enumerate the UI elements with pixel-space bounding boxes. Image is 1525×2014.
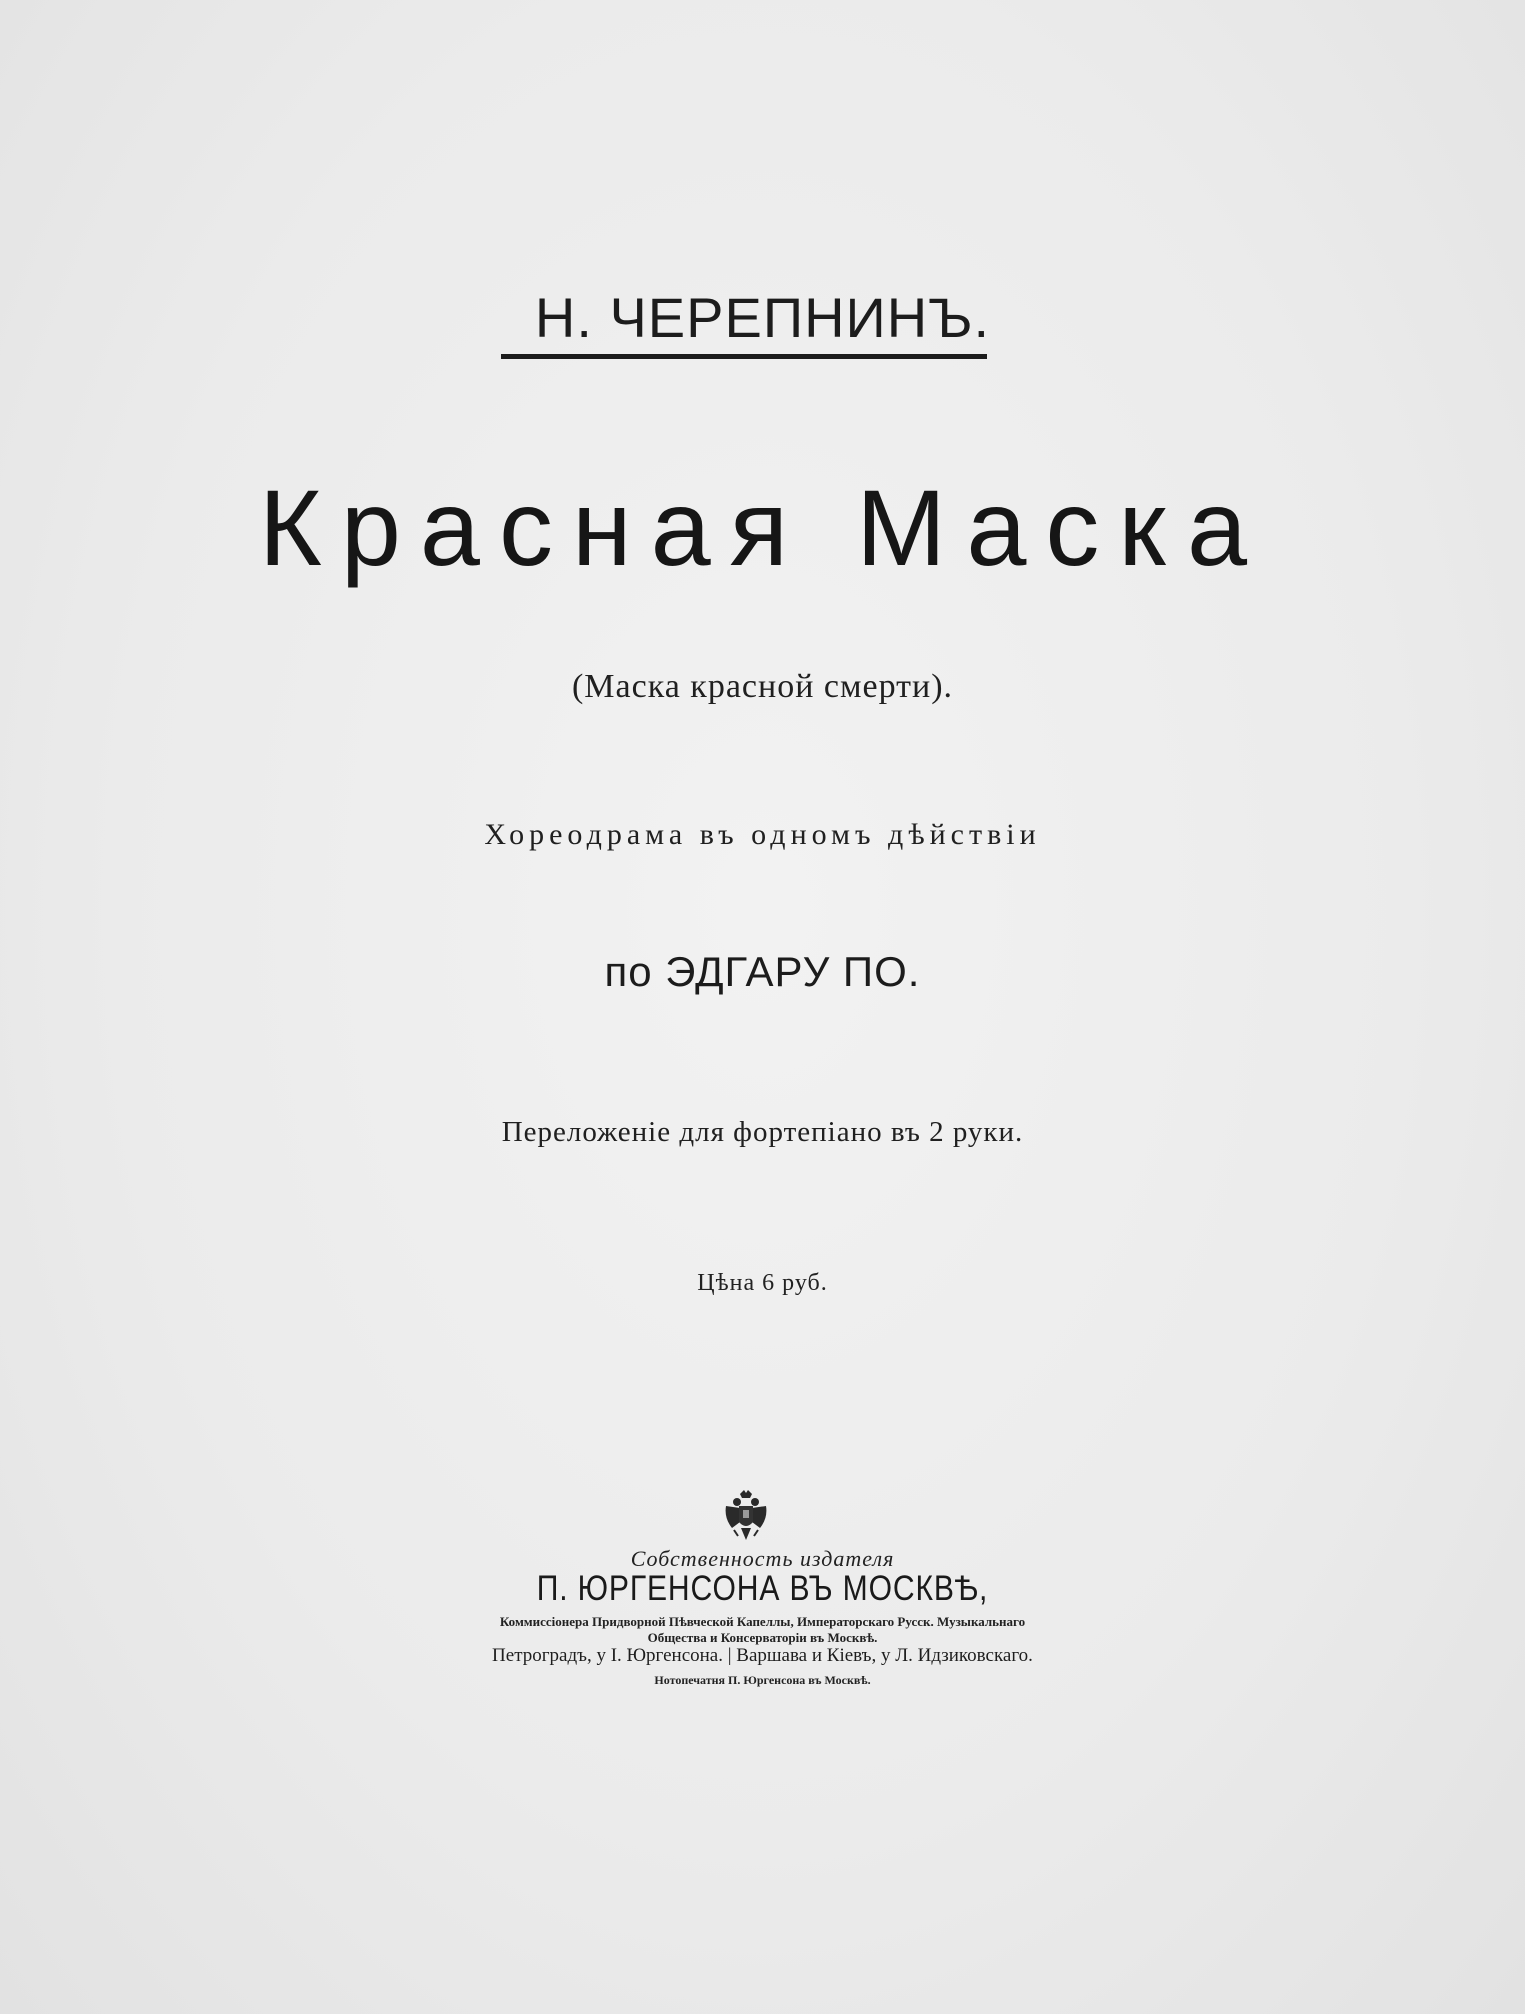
printer-line: Нотопечатня П. Юргенсона въ Москвѣ. (654, 1673, 871, 1687)
publisher-credits-line-2: Общества и Консерваторiи въ Москвѣ. (647, 1630, 878, 1645)
publisher-name: П. ЮРГЕНСОНА ВЪ МОСКВѢ, (536, 1569, 989, 1608)
price-line: Цѣна 6 руб. (697, 1270, 828, 1296)
double-headed-eagle-icon (722, 1488, 770, 1544)
source-author-line: по ЭДГАРУ ПО. (604, 948, 921, 995)
work-subtitle: (Маска красной смерти). (571, 668, 954, 705)
work-title: Красная Маска (258, 467, 1267, 588)
arrangement-line: Переложенiе для фортепiано въ 2 руки. (501, 1116, 1024, 1148)
author-name: Н. ЧЕРЕПНИНЪ. (534, 286, 991, 349)
branches-line: Петроградъ, у I. Юргенсона. | Варшава и Кiевъ, у Л. Идзиковскаго. (492, 1645, 1033, 1666)
author-underline (501, 354, 987, 359)
ownership-line: Собственность издателя (630, 1546, 895, 1571)
publisher-credits-line-1: Коммиссiонера Придворной Пѣвческой Капеллы, Императорскаго Русск. Музыкальнаго (499, 1614, 1026, 1629)
genre-line: Хореодрама въ одномъ дѣйствiи (484, 818, 1041, 851)
